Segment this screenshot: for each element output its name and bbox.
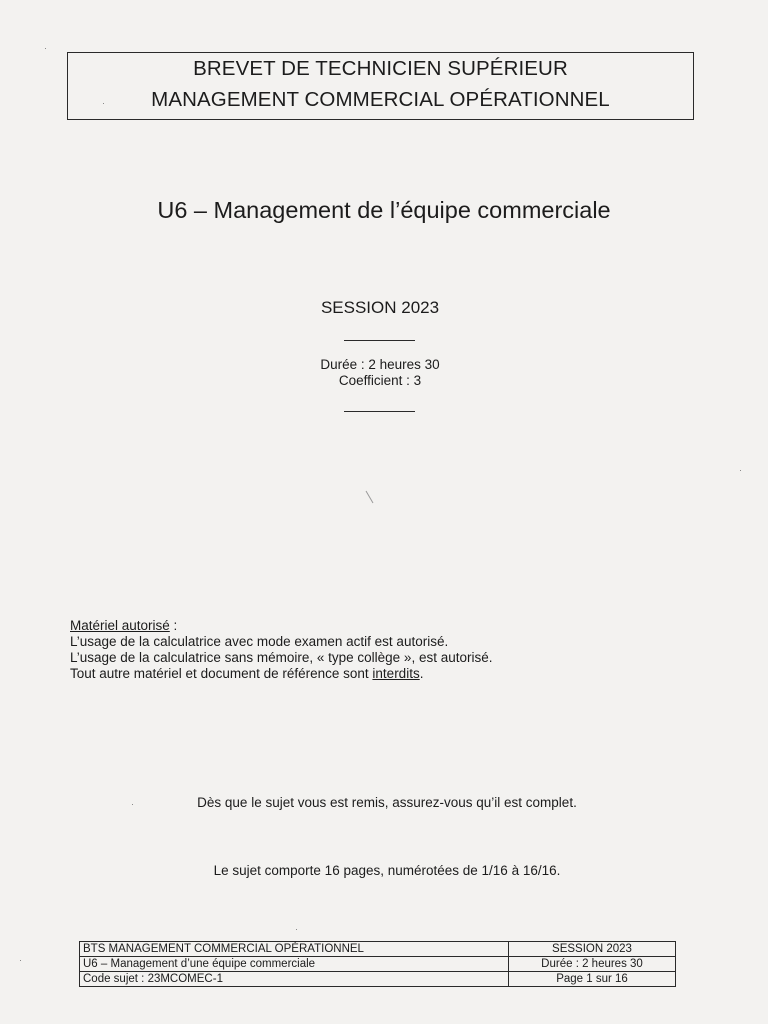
scan-speck: [132, 804, 133, 805]
materiel-line-3-suffix: .: [419, 666, 424, 681]
duration-text: Durée : 2 heures 30: [320, 357, 440, 372]
scan-speck: [296, 929, 297, 930]
materiel-section: [70, 618, 492, 682]
materiel-line-3-prefix: Tout autre matériel et document de référence sont: [70, 666, 373, 681]
exam-header-box: [67, 52, 694, 120]
materiel-heading-line: [70, 618, 492, 634]
footer-cell-right: Page 1 sur 16: [509, 972, 676, 987]
diploma-title: BREVET DE TECHNICIEN SUPÉRIEUR: [193, 57, 568, 80]
divider-top: [344, 340, 415, 341]
session-label: SESSION 2023: [320, 298, 440, 317]
scan-mark: [366, 491, 374, 504]
divider-bottom: [344, 411, 415, 412]
footer-table: [79, 941, 676, 987]
materiel-interdits: interdits: [372, 666, 420, 681]
subject-title: U6 – Management de l’équipe commerciale: [157, 197, 611, 223]
notice-complete: Dès que le sujet vous est remis, assurez-vous qu’il est complet.: [197, 795, 577, 810]
footer-cell-left: U6 – Management d’une équipe commerciale: [80, 957, 509, 972]
materiel-line-2: L’usage de la calculatrice sans mémoire, « type collège », est autorisé.: [70, 650, 493, 665]
table-row: [80, 957, 676, 972]
scan-speck: [740, 470, 741, 471]
exam-info: [0, 357, 760, 389]
footer-cell-left: BTS MANAGEMENT COMMERCIAL OPÉRATIONNEL: [80, 942, 509, 957]
materiel-heading: Matériel autorisé: [70, 618, 170, 633]
footer-cell-right: Durée : 2 heures 30: [509, 957, 676, 972]
scan-speck: [45, 48, 46, 49]
materiel-heading-colon: :: [169, 618, 178, 633]
footer-cell-right: SESSION 2023: [509, 942, 676, 957]
coefficient-text: Coefficient : 3: [338, 373, 422, 388]
specialty-title: MANAGEMENT COMMERCIAL OPÉRATIONNEL: [151, 88, 610, 111]
scan-speck: [103, 103, 104, 104]
table-row: [80, 972, 676, 987]
materiel-line-3: [70, 666, 492, 682]
notice-pages: Le sujet comporte 16 pages, numérotées de 1/16 à 16/16.: [213, 863, 561, 878]
materiel-line-1: L’usage de la calculatrice avec mode examen actif est autorisé.: [70, 634, 449, 649]
table-row: [80, 942, 676, 957]
footer-cell-left: Code sujet : 23MCOMEC-1: [80, 972, 509, 987]
scan-speck: [20, 960, 21, 961]
